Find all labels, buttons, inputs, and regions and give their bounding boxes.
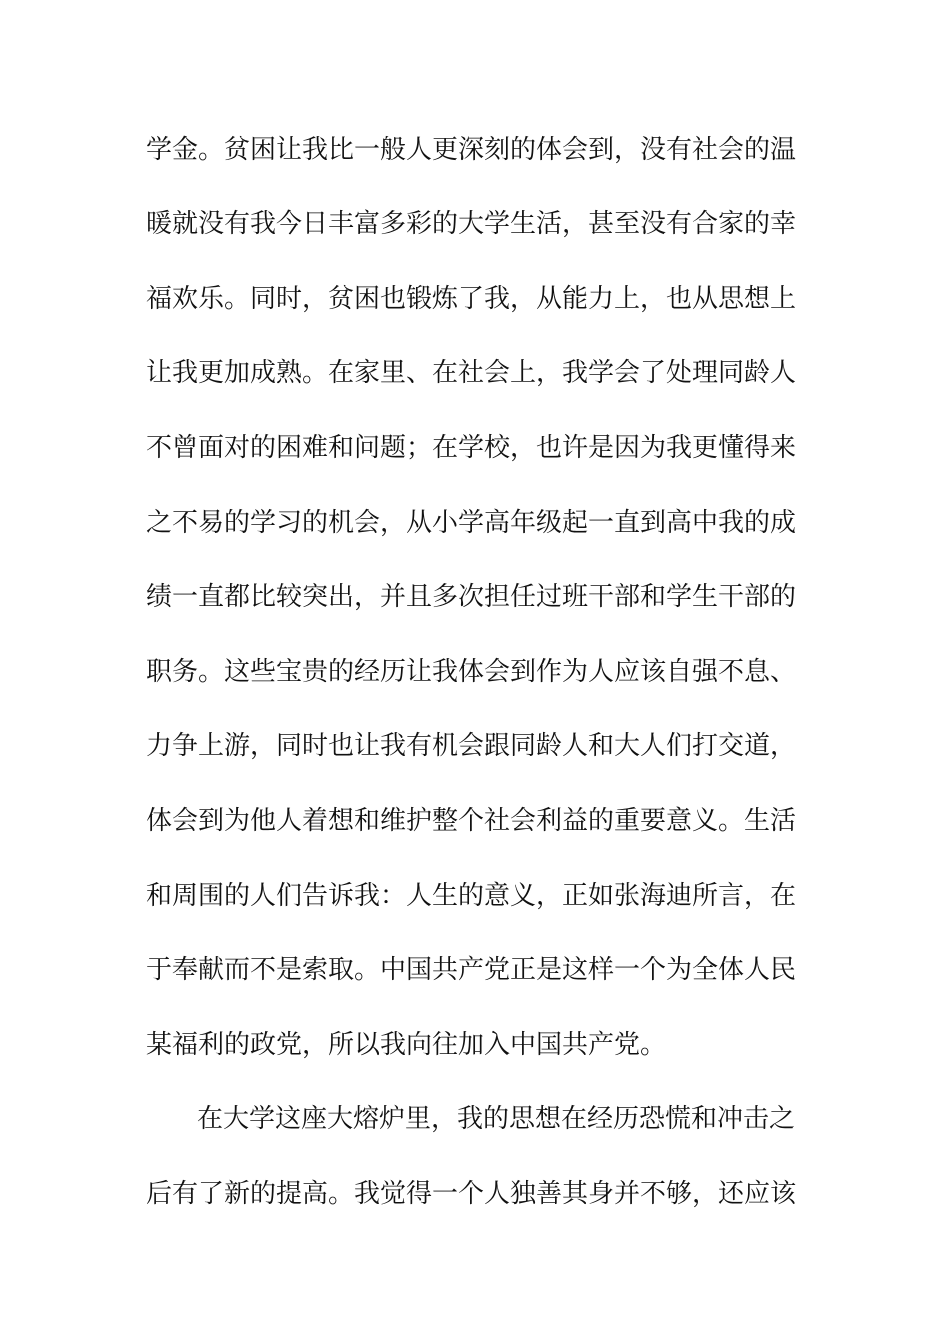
text-line: 学金。贫困让我比一般人更深刻的体会到，没有社会的温 <box>146 135 797 165</box>
paragraph-first-line: 在大学这座大熔炉里，我的思想在经历恐慌和冲击之 <box>197 1104 796 1134</box>
text-line: 不曾面对的困难和问题；在学校，也许是因为我更懂得来 <box>146 433 797 463</box>
text-line: 绩一直都比较突出，并且多次担任过班干部和学生干部的 <box>146 582 797 612</box>
text-line: 后有了新的提高。我觉得一个人独善其身并不够，还应该 <box>146 1179 797 1209</box>
text-line: 体会到为他人着想和维护整个社会利益的重要意义。生活 <box>146 806 797 836</box>
text-line: 和周围的人们告诉我：人生的意义，正如张海迪所言，在 <box>146 881 797 911</box>
text-line: 某福利的政党，所以我向往加入中国共产党。 <box>146 1030 667 1060</box>
text-line: 力争上游，同时也让我有机会跟同龄人和大人们打交道， <box>146 731 797 761</box>
text-line: 之不易的学习的机会，从小学高年级起一直到高中我的成 <box>146 508 797 538</box>
text-line: 暖就没有我今日丰富多彩的大学生活，甚至没有合家的幸 <box>146 209 797 239</box>
text-line: 职务。这些宝贵的经历让我体会到作为人应该自强不息、 <box>146 657 797 687</box>
text-line: 让我更加成熟。在家里、在社会上，我学会了处理同龄人 <box>146 358 797 388</box>
text-line: 福欢乐。同时，贫困也锻炼了我，从能力上，也从思想上 <box>146 284 797 314</box>
text-line: 于奉献而不是索取。中国共产党正是这样一个为全体人民 <box>146 955 797 985</box>
